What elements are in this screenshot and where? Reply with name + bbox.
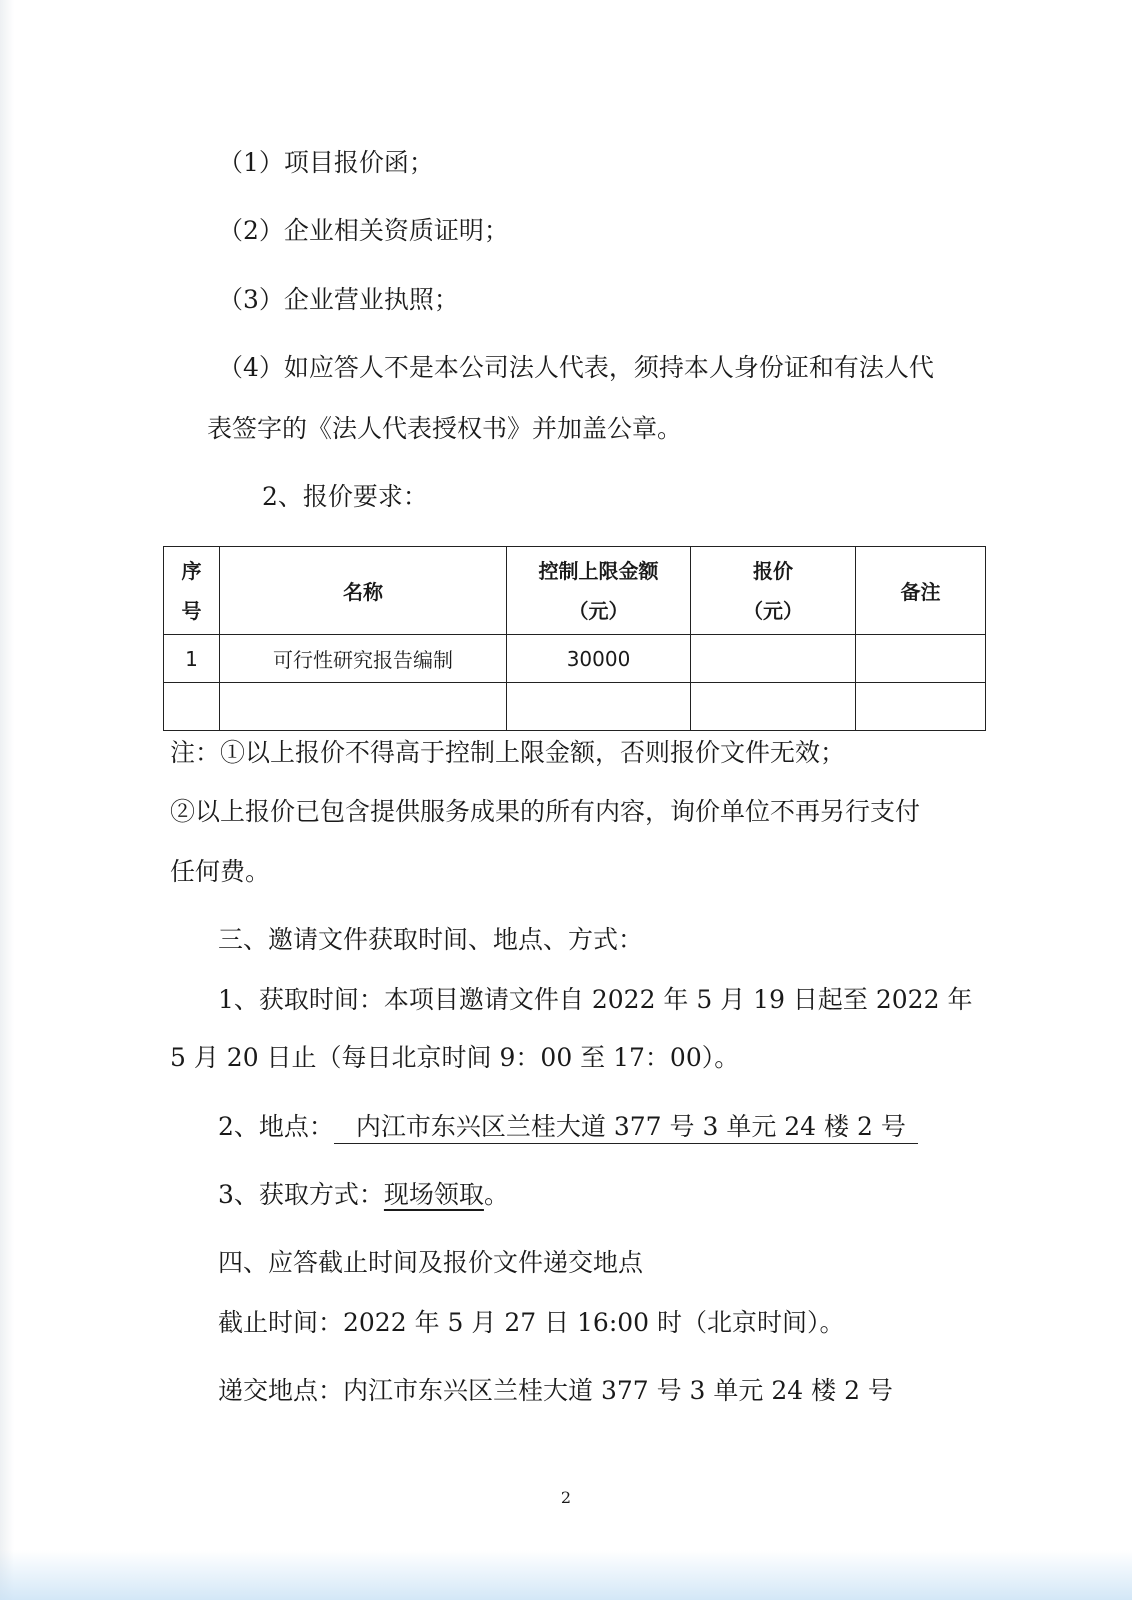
- quote-requirements-heading: 2、报价要求：: [262, 482, 428, 511]
- cell-remark: [856, 683, 986, 731]
- acquire-place: [218, 1112, 918, 1142]
- item-authorization-line2: 表签字的《法人代表授权书》并加盖公章。: [207, 414, 683, 443]
- page-number: 2: [560, 1488, 572, 1507]
- acquire-place-label: 2、地点：: [218, 1112, 334, 1141]
- note-2-line2: 任何费。: [170, 857, 271, 886]
- scan-shadow-left: [0, 0, 14, 1600]
- deadline: 截止时间：2022 年 5 月 27 日 16:00 时（北京时间）。: [218, 1308, 845, 1337]
- cell-seq: [164, 683, 220, 731]
- cell-seq: 1: [164, 635, 220, 683]
- acquire-method-label: 3、获取方式：: [218, 1180, 384, 1209]
- note-2-line1: ②以上报价已包含提供服务成果的所有内容，询价单位不再另行支付: [170, 797, 921, 826]
- header-limit: 控制上限金额 （元）: [507, 547, 691, 635]
- cell-limit: [507, 683, 691, 731]
- item-qualification: （2）企业相关资质证明；: [218, 216, 509, 245]
- acquire-time-line2: 5 月 20 日止（每日北京时间 9：00 至 17：00）。: [170, 1043, 740, 1072]
- acquire-time-line1: 1、获取时间：本项目邀请文件自 2022 年 5 月 19 日起至 2022 年: [218, 985, 973, 1014]
- cell-remark: [856, 635, 986, 683]
- table-row: [164, 635, 986, 683]
- item-authorization-line1: （4）如应答人不是本公司法人代表，须持本人身份证和有法人代: [218, 353, 934, 382]
- section3-title: 三、邀请文件获取时间、地点、方式：: [218, 925, 644, 954]
- cell-limit: 30000: [507, 635, 691, 683]
- acquire-method-value: 现场领取: [383, 1180, 484, 1209]
- item-quote-letter: （1）项目报价函；: [218, 148, 434, 177]
- quote-table: [163, 546, 986, 731]
- header-remark: 备注: [856, 547, 986, 635]
- submit-place: 递交地点：内江市东兴区兰桂大道 377 号 3 单元 24 楼 2 号: [218, 1376, 893, 1405]
- cell-name: 可行性研究报告编制: [220, 635, 507, 683]
- cell-quote: [691, 683, 856, 731]
- note-1: 注：①以上报价不得高于控制上限金额，否则报价文件无效；: [170, 738, 846, 767]
- item-business-license: （3）企业营业执照；: [218, 285, 459, 314]
- scan-shadow-bottom: [0, 1550, 1132, 1600]
- cell-quote: [691, 635, 856, 683]
- header-quote: 报价 （元）: [691, 547, 856, 635]
- acquire-method: 3、获取方式：现场领取。: [218, 1180, 509, 1209]
- section4-title: 四、应答截止时间及报价文件递交地点: [218, 1248, 644, 1277]
- header-seq: 序 号: [164, 547, 220, 635]
- cell-name: [220, 683, 507, 731]
- table-header-row: [164, 547, 986, 635]
- table-row: [164, 683, 986, 731]
- header-name: 名称: [220, 547, 507, 635]
- acquire-place-value: 内江市东兴区兰桂大道 377 号 3 单元 24 楼 2 号: [334, 1112, 918, 1144]
